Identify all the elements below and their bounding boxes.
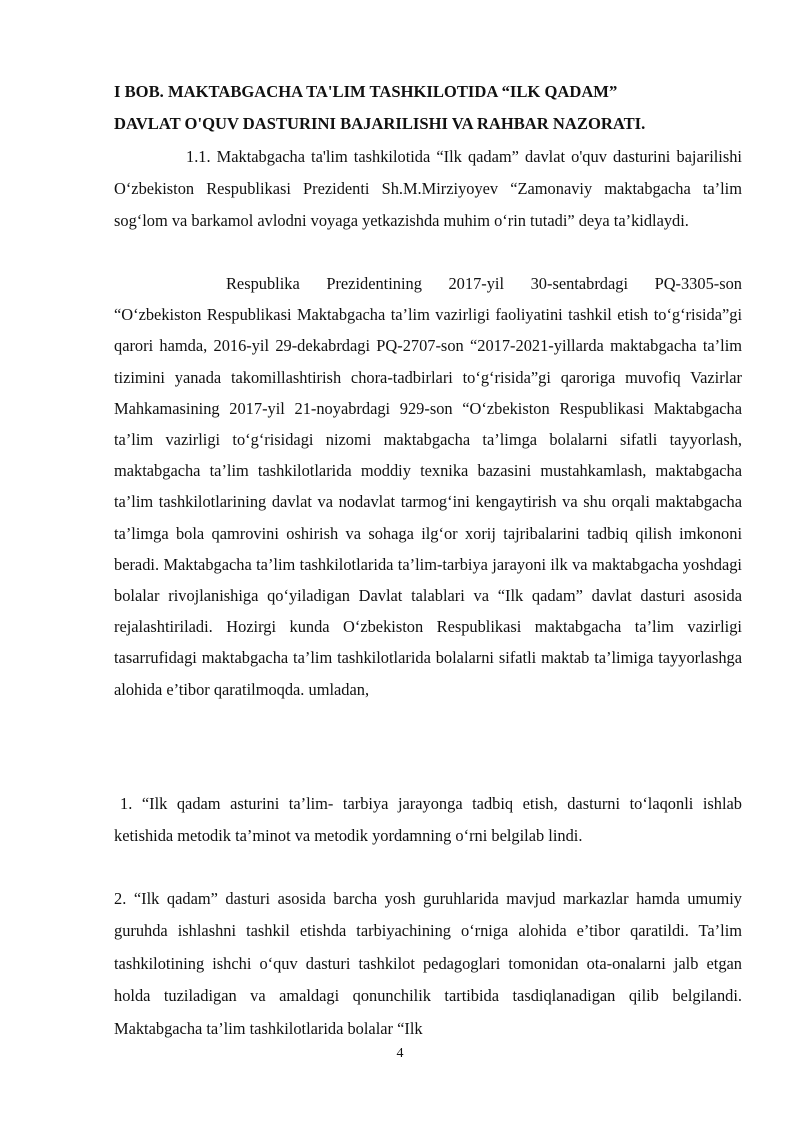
paragraph-2: Respublika Prezidentining 2017-yil 30-sentabrdagi PQ-3305-son “O‘zbekiston Respublikasi Maktabgacha ta’lim vazirligi faoliyatini tashkil etish to‘g‘risida”gi qarori hamda, 2016-yil 29-dekabrdagi PQ-2707-son “2017-2021-yillarda maktabgacha ta’lim tizimini yanada takomillashtirish chora-tadbirlari to‘g‘risida”gi qaroriga muvofiq Vazirlar Mahkamasining 2017-yil 21-noyabrdagi 929-son “O‘zbekiston Respublikasi Maktabgacha ta’lim vazirligi to‘g‘risidagi nizomi maktabgacha ta’limga bolalarni sifatli tayyorlash, maktabgacha ta’lim tashkilotlarida moddiy texnika bazasini mustahkamlash, maktabgacha ta’lim tashkilotlarining davlat va nodavlat tarmog‘ini kengaytirish va shu orqali maktabgacha ta’limga bola qamrovini oshirish va sohaga ilg‘or xorij tajribalarini tadbiq qilish imkononi beradi. Maktabgacha ta’lim tashkilotlarida ta’lim-tarbiya jarayoni ilk va maktabgacha yoshdagi bolalar rivojlanishiga qo‘yiladigan Davlat talablari va “Ilk qadam” davlat dasturi asosida rejalashtiriladi. Hozirgi kunda O‘zbekiston Respublikasi maktabgacha ta’lim vazirligi tasarrufidagi maktabgacha ta’lim tashkilotlarida bolalarni sifatli maktab ta’limiga tayyorlashga alohida e’tibor qaratilmoqda. umladan, bbox=[114, 274, 742, 699]
paragraph-4: 2. “Ilk qadam” dasturi asosida barcha yosh guruhlarida mavjud markazlar hamda umumiy guruhda ishlashni tashkil etishda tarbiyachining o‘rniga alohida e’tibor qaratildi. Ta’lim tashkilotining ishchi o‘quv dasturi tashkilot pedagoglari tomonidan ota-onalarni jalb etgan holda tuziladigan va amaldagi qonunchilik tartibida tasdiqlanadigan qilib belgilandi. Maktabgacha ta’lim tashkilotlarida bolalar “Ilk bbox=[114, 889, 742, 1038]
chapter-heading-line-1: I BOB. MAKTABGACHA TA'LIM TASHKILOTIDA “ILK QADAM” bbox=[114, 82, 618, 101]
paragraph-1: 1.1. Maktabgacha ta'lim tashkilotida “Ilk qadam” davlat o'quv dasturini bajarilishi O‘zbekiston Respublikasi Prezidenti Sh.M.Mirziyoyev “Zamonaviy maktabgacha ta’lim sog‘lom va barkamol avlodni voyaga yetkazishda muhim o‘rin tutadi” deya ta’kidlaydi. bbox=[114, 147, 742, 230]
paragraph-3: 1. “Ilk qadam asturini ta’lim- tarbiya jarayonga tadbiq etish, dasturni to‘laqonli ishlab ketishida metodik ta’minot va metodik yordamning o‘rni belgilab lindi. bbox=[114, 794, 742, 845]
page-number: 4 bbox=[396, 1046, 404, 1061]
chapter-heading-line-2: DAVLAT O'QUV DASTURINI BAJARILISHI VA RAHBAR NAZORATI. bbox=[114, 114, 646, 133]
chapter-heading bbox=[114, 76, 742, 140]
